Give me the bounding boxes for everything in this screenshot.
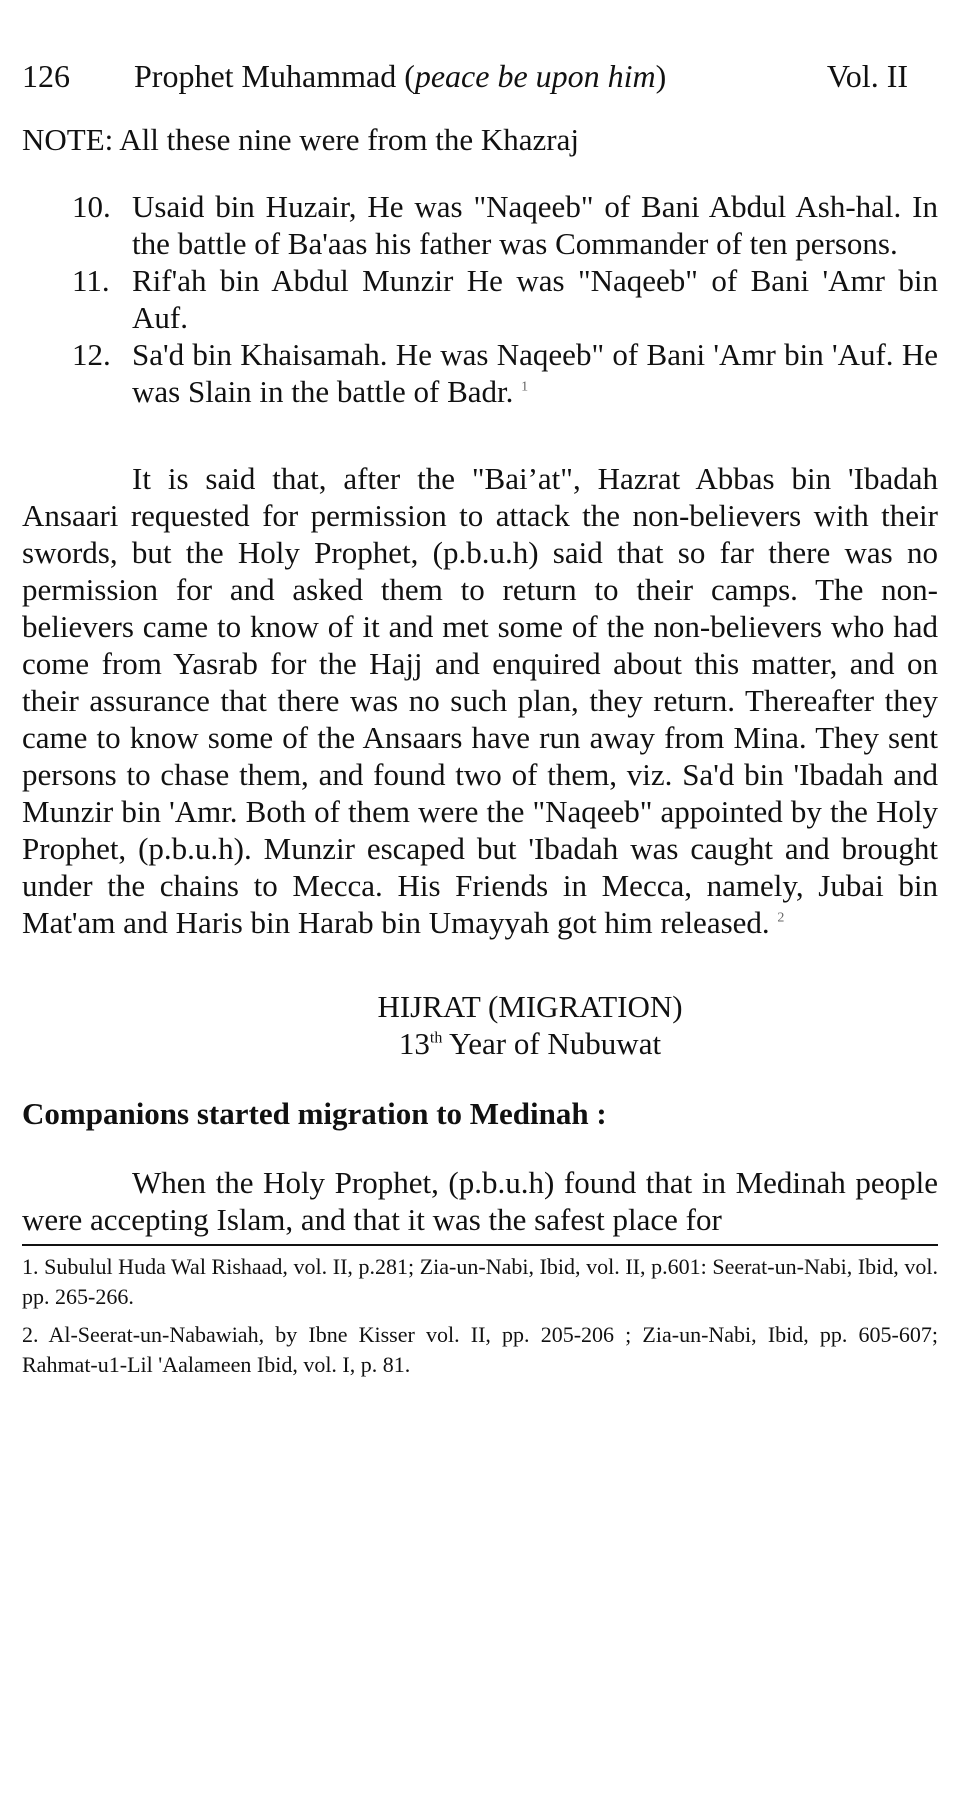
book-title-prefix: Prophet Muhammad (: [134, 58, 415, 94]
year-suffix: th: [429, 1029, 443, 1047]
page-number: 126: [22, 58, 70, 94]
footnote: 1. Subulul Huda Wal Rishaad, vol. II, p.281; Zia-un-Nabi, Ibid, vol. II, p.601: Seerat-un-Nabi, Ibid, vol. pp. 265-266.: [22, 1254, 938, 1309]
list-item: [22, 336, 938, 410]
section-title: HIJRAT (MIGRATION): [377, 989, 683, 1024]
list-item: [22, 188, 938, 262]
naqeeb-list: [22, 188, 938, 410]
paragraph-migration: When the Holy Prophet, (p.b.u.h) found that in Medinah people were accepting Islam, and that it was the safest place for: [22, 1165, 938, 1237]
book-page: [22, 46, 938, 1388]
section-heading: [22, 988, 938, 1062]
note-line: NOTE: All these nine were from the Khazraj: [22, 122, 579, 157]
list-item-text: Rif'ah bin Abdul Munzir He was "Naqeeb" of Bani 'Amr bin Auf.: [132, 263, 938, 335]
volume-label: Vol. II: [826, 58, 908, 94]
paragraph-bai-at: [22, 460, 938, 941]
section-year: [122, 1025, 938, 1062]
footnote: 2. Al-Seerat-un-Nabawiah, by Ibne Kisser vol. II, pp. 205-206 ; Zia-un-Nabi, Ibid, pp. 605-607; Rahmat-u1-Lil 'Aalameen Ibid, vol. I, p. 81.: [22, 1322, 938, 1377]
book-title-suffix: ): [655, 58, 667, 94]
year-text: Year of Nubuwat: [442, 1026, 662, 1061]
footnotes: [22, 1252, 938, 1380]
footnote-divider: [22, 1244, 938, 1246]
footnote-reference: 2: [777, 910, 785, 926]
list-item-number: 10.: [72, 189, 111, 224]
list-item: [22, 262, 938, 336]
list-item-text: Sa'd bin Khaisamah. He was Naqeeb" of Bani 'Amr bin 'Auf. He was Slain in the battle of Badr.: [132, 337, 938, 409]
main-text: [22, 121, 938, 1238]
book-title-italic: peace be upon him: [414, 58, 656, 94]
list-item-number: 12.: [72, 337, 111, 372]
book-title: [134, 56, 666, 96]
running-header: [22, 46, 938, 96]
subheading: Companions started migration to Medinah :: [22, 1096, 607, 1131]
list-item-text: Usaid bin Huzair, He was "Naqeeb" of Bani Abdul Ash-hal. In the battle of Ba'aas his father was Commander of ten persons.: [132, 189, 938, 261]
list-item-number: 11.: [72, 263, 110, 298]
paragraph-text: It is said that, after the "Bai’at", Hazrat Abbas bin 'Ibadah Ansaari requested for permission to attack the non-believers with their swords, but the Holy Prophet, (p.b.u.h) said that so far there was no permission for and asked them to return to their camps. The non-believers came to know of it and met some of the non-believers who had come from Yasrab for the Hajj and enquired about this matter, and on their assurance that there was no such plan, they return. Thereafter they came to know some of the Ansaars have run away from Mina. They sent persons to chase them, and found two of them, viz. Sa'd bin 'Ibadah and Munzir bin 'Amr. Both of them were the "Naqeeb" appointed by the Holy Prophet, (p.b.u.h). Munzir escaped but 'Ibadah was caught and brought under the chains to Mecca. His Friends in Mecca, namely, Jubai bin Mat'am and Haris bin Harab bin Umayyah got him released.: [22, 461, 938, 940]
footnote-reference: 1: [521, 379, 529, 395]
year-number: 13: [398, 1026, 430, 1061]
